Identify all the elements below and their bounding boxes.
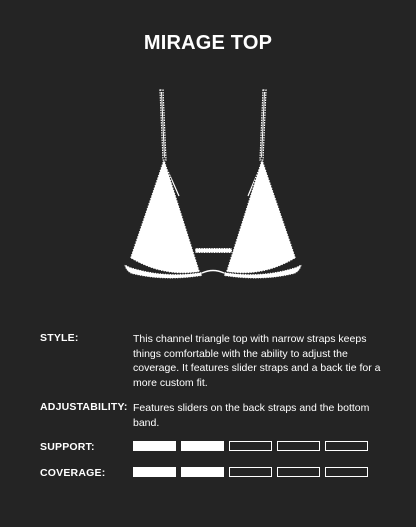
rating-segment-empty — [229, 441, 272, 451]
rating-segment-empty — [277, 467, 320, 477]
spec-adjustability-label: ADJUSTABILITY: — [40, 401, 128, 413]
rating-segment-filled — [133, 441, 176, 451]
spec-support-label: SUPPORT: — [40, 441, 95, 453]
coverage-rating-scale — [133, 467, 373, 477]
rating-segment-filled — [181, 441, 224, 451]
spec-style-text: This channel triangle top with narrow straps keeps things comfortable with the ability to adjust the coverage. It features slider straps and a back tie for a more custom fit. — [133, 333, 381, 389]
spec-adjustability-text: Features sliders on the back straps and the bottom band. — [133, 402, 370, 429]
support-rating-scale — [133, 441, 373, 451]
spec-coverage-label: COVERAGE: — [40, 467, 106, 479]
spec-style-label: STYLE: — [40, 332, 79, 344]
triangle-bikini-top-icon — [118, 86, 308, 282]
rating-segment-empty — [229, 467, 272, 477]
rating-segment-empty — [325, 441, 368, 451]
rating-segment-filled — [181, 467, 224, 477]
rating-segment-empty — [277, 441, 320, 451]
product-title: MIRAGE TOP — [143, 32, 273, 54]
rating-segment-filled — [133, 467, 176, 477]
rating-segment-empty — [325, 467, 368, 477]
